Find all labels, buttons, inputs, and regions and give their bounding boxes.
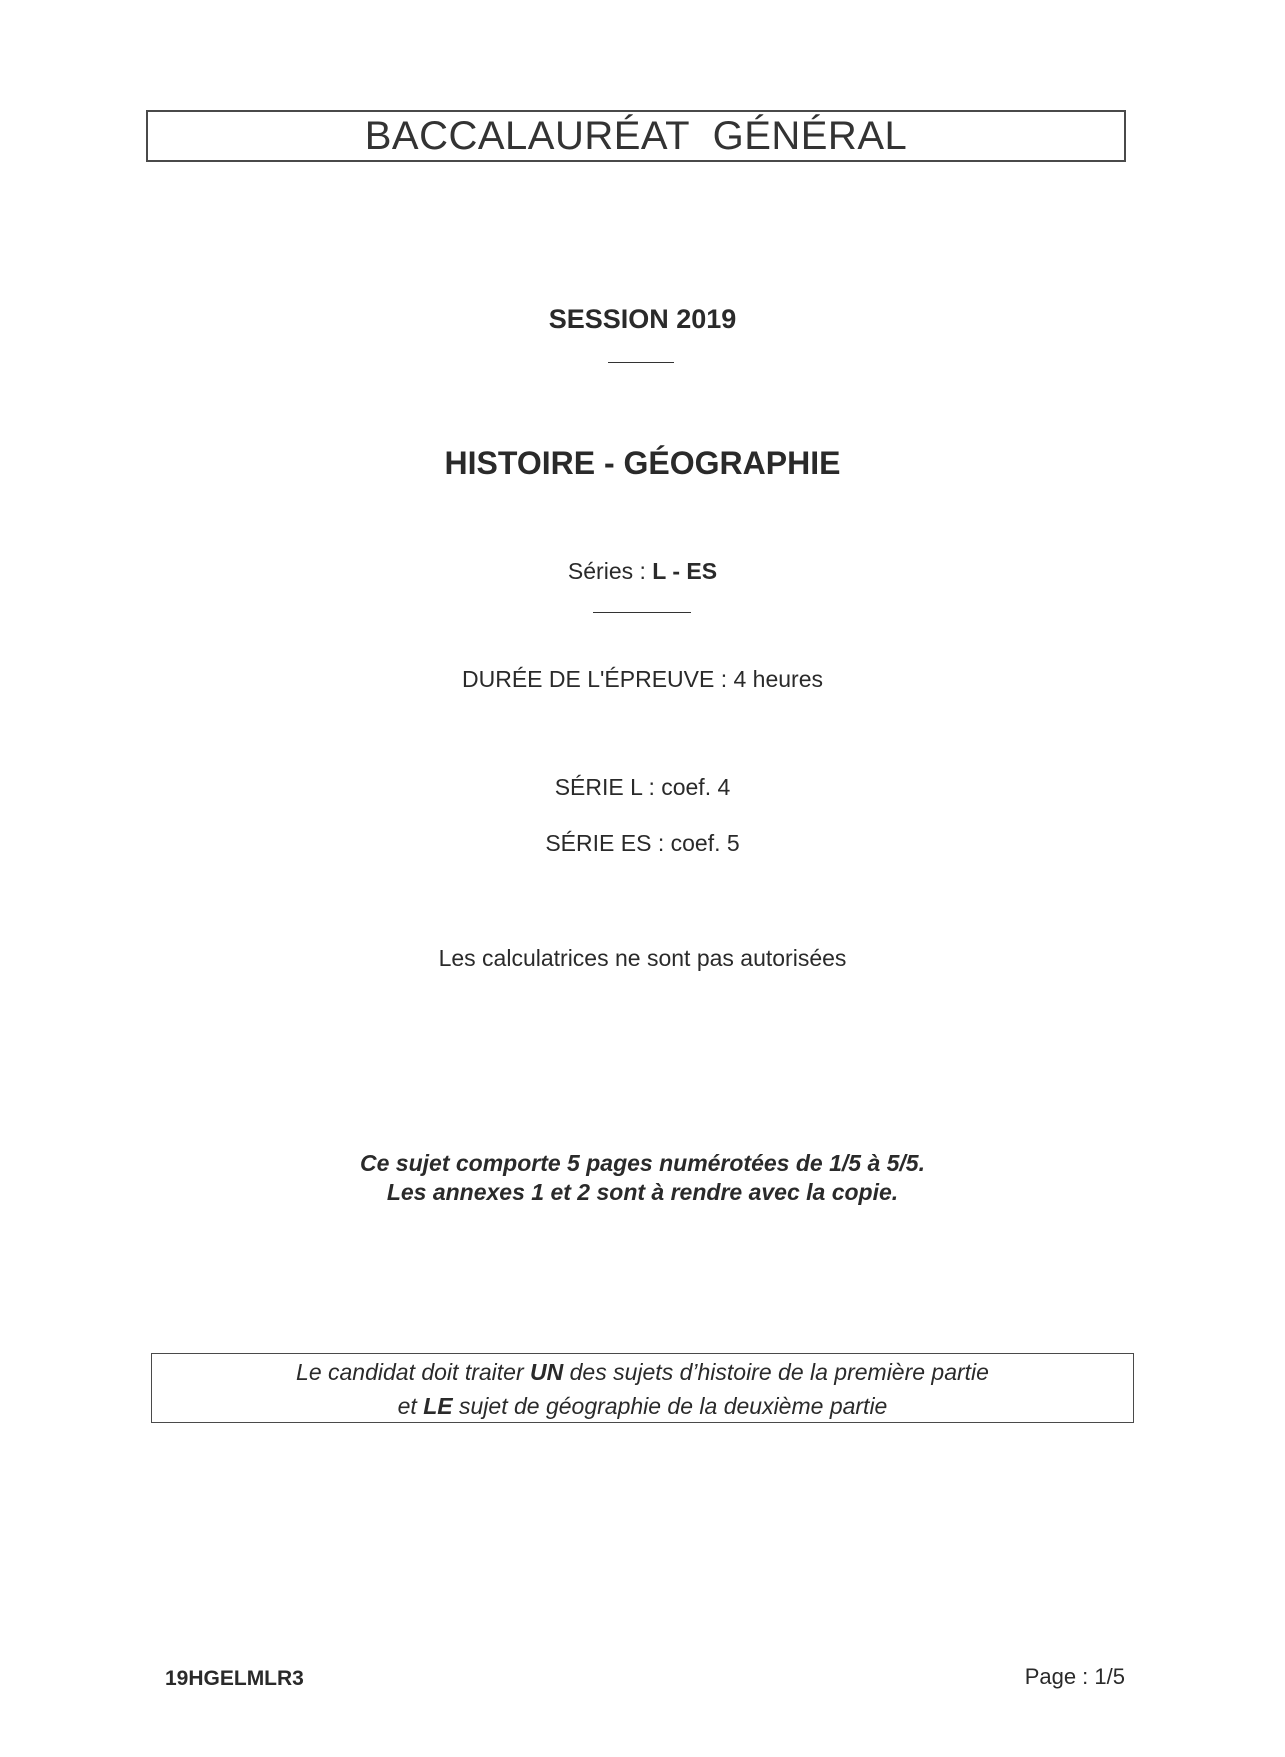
series-value: L - ES	[652, 558, 718, 584]
instructions-box	[151, 1353, 1134, 1423]
instructions-text: sujet de géographie de la deuxième partie	[452, 1393, 888, 1419]
exam-code: 19HGELMLR3	[165, 1667, 304, 1690]
coefficient-serie-l: SÉRIE L : coef. 4	[554, 774, 731, 800]
instructions-text: et	[397, 1393, 424, 1419]
coefficient-serie-es: SÉRIE ES : coef. 5	[545, 830, 740, 856]
exam-title-box	[146, 110, 1126, 162]
divider	[608, 362, 674, 363]
series-line	[0, 556, 1285, 586]
calculator-note: Les calculatrices ne sont pas autorisées	[438, 945, 847, 971]
instructions-text: des sujets d’histoire de la première partie	[563, 1359, 989, 1385]
subject-heading: HISTOIRE - GÉOGRAPHIE	[444, 445, 841, 481]
instructions-emphasis: UN	[530, 1359, 564, 1385]
annex-note: Les annexes 1 et 2 sont à rendre avec la copie.	[386, 1179, 899, 1205]
instructions-emphasis: LE	[423, 1393, 453, 1419]
session-heading: SESSION 2019	[548, 304, 737, 334]
divider	[593, 612, 691, 613]
page-number: Page : 1/5	[1024, 1664, 1125, 1689]
instructions-line-2	[152, 1389, 1133, 1423]
page-count-note: Ce sujet comporte 5 pages numérotées de 1/5 à 5/5.	[360, 1150, 925, 1176]
instructions-text: Le candidat doit traiter	[296, 1359, 531, 1385]
instructions-line-1	[152, 1355, 1133, 1389]
exam-title: BACCALAURÉAT GÉNÉRAL	[364, 114, 908, 158]
exam-duration: DURÉE DE L'ÉPREUVE : 4 heures	[461, 666, 824, 692]
series-label: Séries :	[567, 558, 653, 584]
